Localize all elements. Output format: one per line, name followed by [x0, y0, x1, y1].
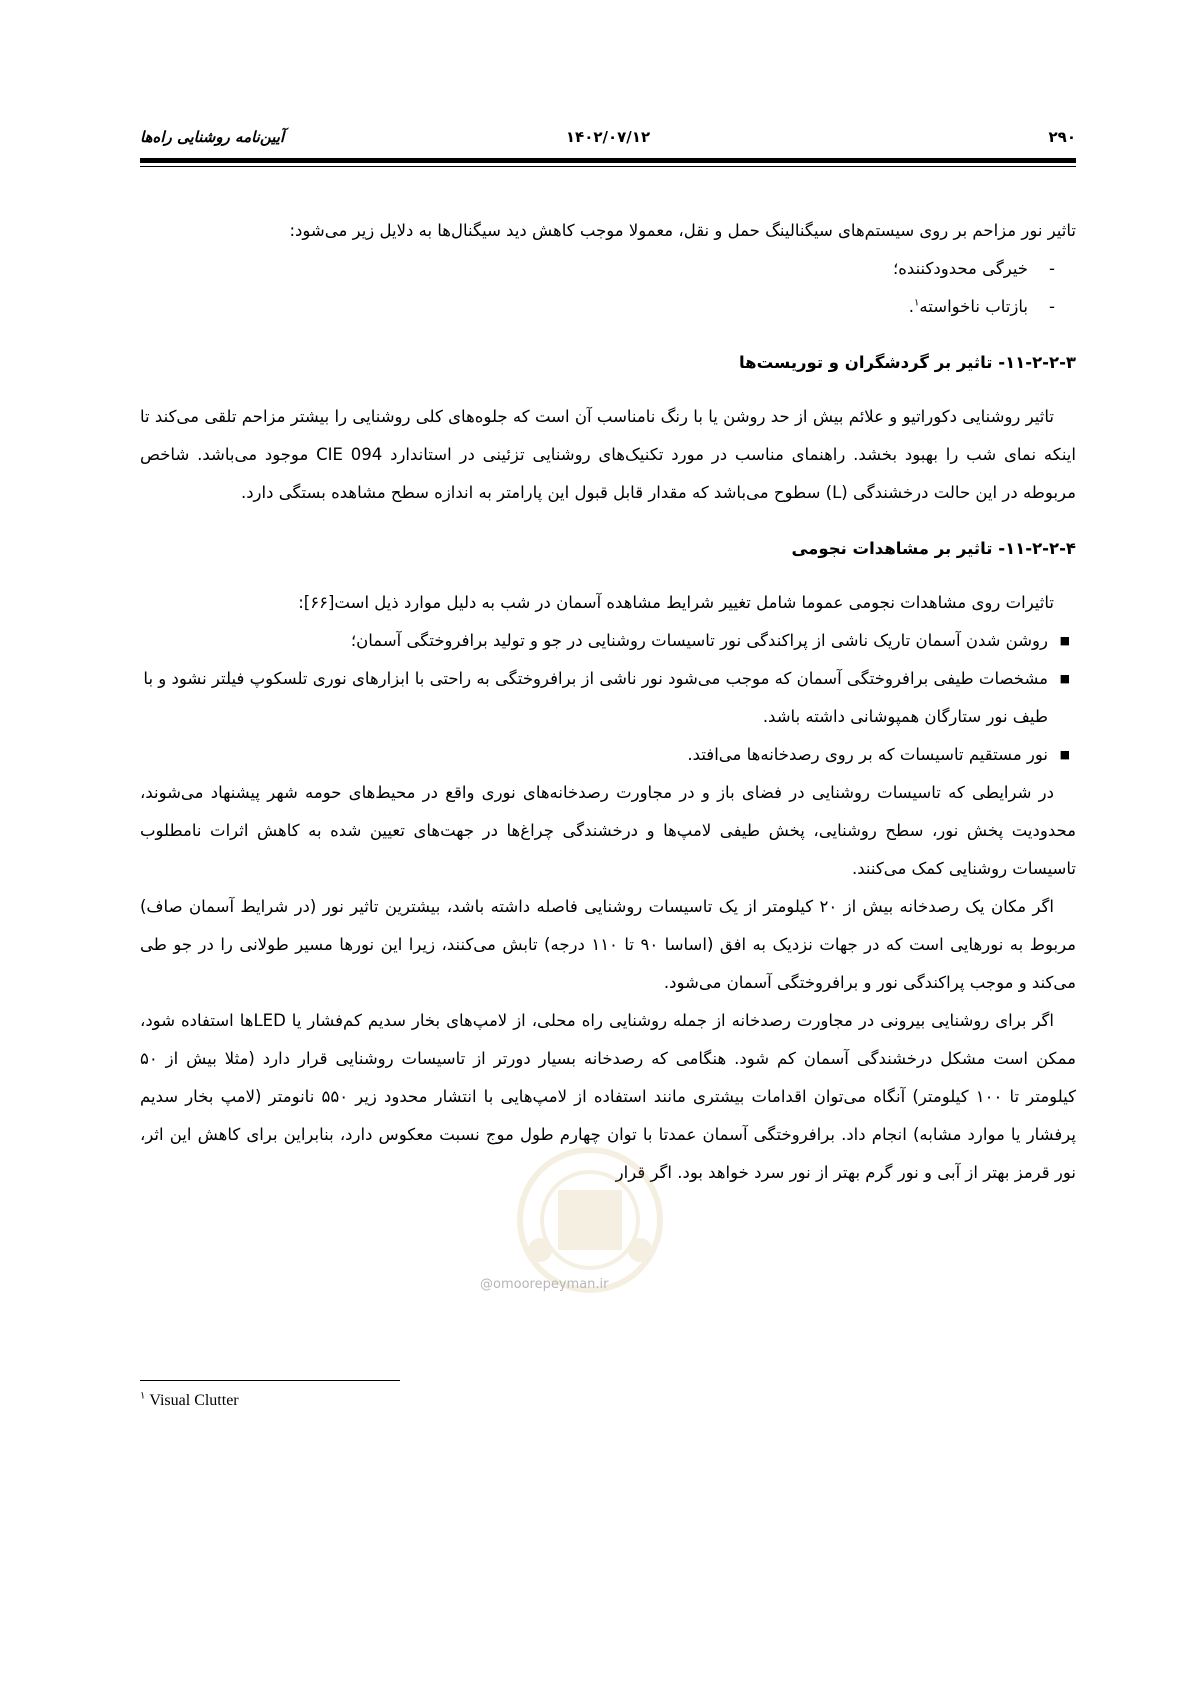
list-marker: -	[1049, 259, 1055, 278]
bullet-marker: ■	[1059, 634, 1070, 647]
body-paragraph: اگر برای روشنایی بیرونی در مجاورت رصدخانه از جمله روشنایی راه محلی، از لامپ‌های بخار سدیم کم‌فشار یا LEDها استفاده شود، ممکن است مشکل درخشندگی آسمان کم شود. هنگامی که رصدخانه بسیار دورتر از تاسیسات روشنایی قرار دارد (مثلا بیش از ۵۰ کیلومتر تا ۱۰۰ کیلومتر) آنگاه می‌توان اقدامات بیشتری مانند استفاده از لامپ‌هایی با انتشار محدود زیر ۵۵۰ نانومتر (لامپ بخار سدیم پرفشار یا موارد مشابه) انجام داد. برافروختگی آسمان عمدتا با توان چهارم طول موج نسبت معکوس دارد، بنابراین برای کاهش این اثر، نور قرمز بهتر از آبی و نور گرم بهتر از نور سرد خواهد بود. اگر قرار	[140, 1011, 1076, 1182]
list-marker: -	[1049, 297, 1055, 316]
footnote-rule	[140, 1380, 400, 1381]
list-item-end: .	[908, 297, 915, 316]
footnote	[140, 1392, 239, 1410]
list-item-text: روشن شدن آسمان تاریک ناشی از پراکندگی نور تاسیسات روشنایی در جو و تولید برافروختگی آسمان؛	[350, 631, 1048, 650]
list-item	[140, 622, 1076, 660]
list-item	[140, 736, 1076, 774]
body-paragraph: اگر مکان یک رصدخانه بیش از ۲۰ کیلومتر از یک تاسیسات روشنایی فاصله داشته باشد، بیشترین تاثیر نور (در شرایط آسمان صاف) مربوط به نورهایی است که در جهات نزدیک به افق (اساسا ۹۰ تا ۱۱۰ درجه) تابش می‌کنند، زیرا این نورها مسیر طولانی را در جو طی می‌کند و موجب پراکندگی نور و برافروختگی آسمان می‌شود.	[140, 897, 1077, 992]
header-date: ۱۴۰۲/۰۷/۱۲	[565, 128, 651, 146]
intro-paragraph: تاثیر نور مزاحم بر روی سیستم‌های سیگنالینگ حمل و نقل، معمولا موجب کاهش دید سیگنال‌ها به دلایل زیر می‌شود:	[289, 221, 1076, 240]
body-paragraph: در شرایطی که تاسیسات روشنایی در فضای باز و در مجاورت رصدخانه‌های نوری واقع در محیط‌های حومه شهر پیشنهاد می‌شوند، محدودیت پخش نور، سطح روشنایی، پخش طیفی لامپ‌ها و درخشندگی چراغ‌ها در جهت‌های تعیین شده به کاهش اثرات نامطلوب تاسیسات روشنایی کمک می‌کنند.	[140, 783, 1076, 878]
list-item-text: مشخصات طیفی برافروختگی آسمان که موجب می‌شود نور ناشی از برافروختگی به راحتی با ابزارهای نوری تلسکوپ فیلتر نشود و با طیف نور ستارگان همپوشانی داشته باشد.	[143, 669, 1048, 726]
page-body	[140, 212, 1076, 1192]
page-number: ۲۹۰	[1048, 128, 1076, 146]
bullet-marker: ■	[1059, 748, 1070, 761]
header-rule-thick	[140, 158, 1076, 163]
document-title: آیین‌نامه روشنایی راه‌ها	[140, 128, 285, 146]
footnote-marker: ۱	[140, 1390, 146, 1402]
section-paragraph: تاثیر روشنایی دکوراتیو و علائم بیش از حد روشن یا با رنگ نامناسب آن است که جلوه‌های کلی روشنایی را بیشتر مزاحم تلقی می‌کند تا اینکه نمای شب را بهبود بخشد. راهنمای مناسب در مورد تکنیک‌های روشنایی تزئینی در استاندارد CIE 094 موجود می‌باشد. شاخص مربوطه در این حالت درخشندگی (L) سطوح می‌باشد که مقدار قابل قبول این پارامتر به اندازه سطح مشاهده بستگی دارد.	[140, 407, 1076, 502]
list-item-text: بازتاب ناخواسته	[919, 297, 1028, 316]
astronomy-intro: تاثیرات روی مشاهدات نجومی عموما شامل تغییر شرایط مشاهده آسمان در شب به دلیل موارد ذیل است[۶۶]:	[298, 593, 1054, 612]
section-heading-astronomy: ۱۱-۲-۲-۴- تاثیر بر مشاهدات نجومی	[791, 539, 1076, 558]
bullet-marker: ■	[1059, 672, 1070, 685]
list-item	[140, 660, 1076, 736]
footnote-reference[interactable]: ۱	[914, 297, 920, 309]
watermark-text: @omoorepeyman.ir	[480, 1277, 609, 1292]
header-rule-thin	[140, 166, 1076, 167]
footnote-text: Visual Clutter	[149, 1392, 239, 1409]
section-heading-tourists: ۱۱-۲-۲-۳- تاثیر بر گردشگران و توریست‌ها	[738, 353, 1076, 372]
list-item	[140, 288, 1076, 326]
intro-list	[140, 250, 1076, 326]
list-item	[140, 250, 1076, 288]
list-item-text: نور مستقیم تاسیسات که بر روی رصدخانه‌ها می‌افتد.	[687, 745, 1048, 764]
list-item-text: خیرگی محدودکننده؛	[893, 259, 1028, 278]
page-header	[140, 128, 1076, 152]
astronomy-bullet-list	[140, 622, 1076, 774]
